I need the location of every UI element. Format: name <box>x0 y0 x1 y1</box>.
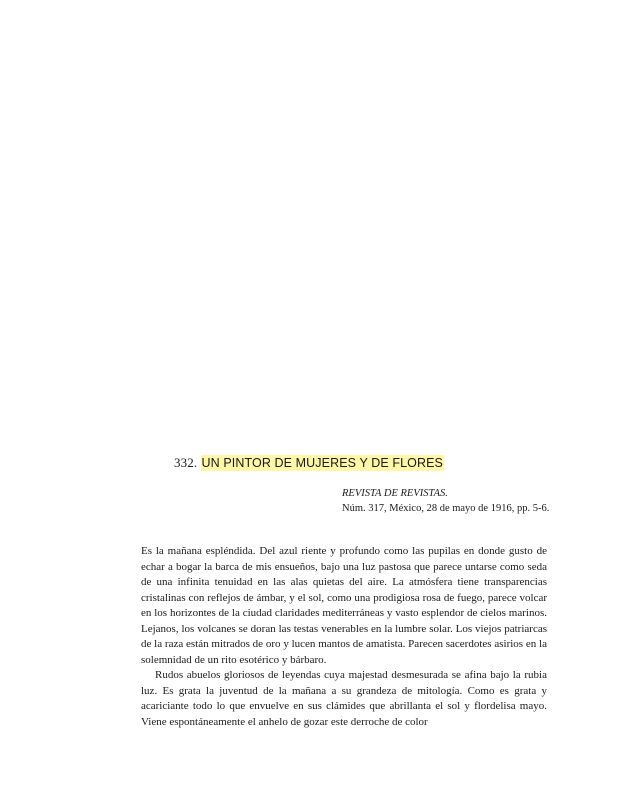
source-citation <box>342 487 572 516</box>
article-title-highlighted: UN PINTOR DE MUJERES Y DE FLORES <box>201 456 443 470</box>
article-number: 332. <box>174 455 198 470</box>
article-body <box>141 544 547 730</box>
body-paragraph: Rudos abuelos gloriosos de leyendas cuya majestad desmesurada se afina bajo la rubia luz. Es grata la juventud de la mañana a su grandeza de mitología. Como es grata y acariciante todo lo que envuelve en sus clámides que abrillanta el sol y flordelisa mayo. Viene espontáneamente el anhelo de gozar este derroche de color <box>141 669 547 728</box>
body-paragraph: Es la mañana espléndida. Del azul riente y profundo como las pupilas en donde gusto de echar a bogar la barca de mis ensueños, bajo una luz pastosa que parece untarse como seda de una infinita tenuidad en las alas quietas del aire. La atmósfera tiene transparencias cristalinas con reflejos de ámbar, y el sol, como una prodigiosa rosa de fuego, parece volcar en los horizontes de la ciudad claridades mediterráneas y vasto esplendor de cielos marinos. Lejanos, los volcanes se doran las testas venerables en la lumbre solar. Los viejos patriarcas de la raza están mitrados de oro y lucen mantos de amatista. Parecen sacerdotes asirios en la solemnidad de un rito esotérico y bárbaro. <box>141 545 547 666</box>
publication-details: Núm. 317, México, 28 de mayo de 1916, pp. 5-6. <box>342 502 550 514</box>
article-heading <box>0 455 618 471</box>
journal-name: REVISTA DE REVISTAS. <box>342 488 448 499</box>
